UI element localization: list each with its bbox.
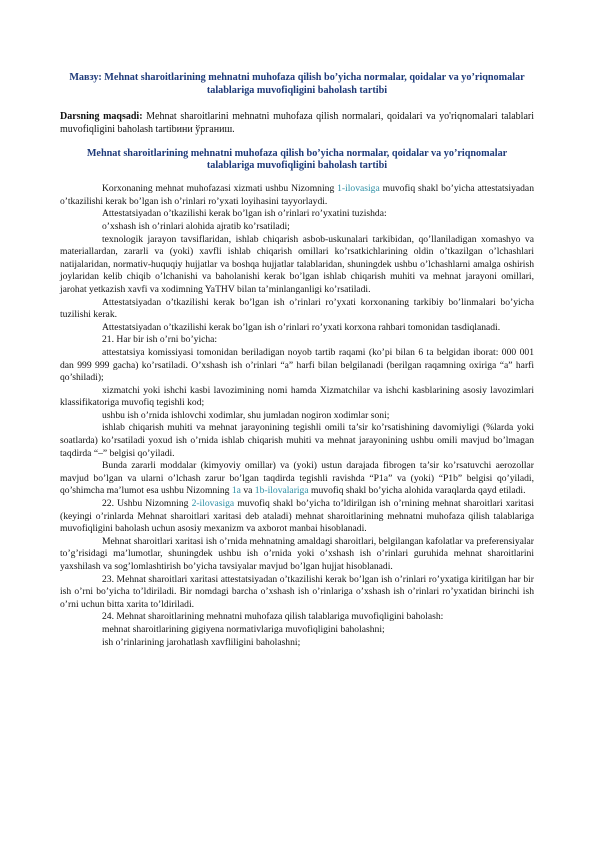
paragraph: Bunda zararli moddalar (kimyoviy omillar) va (yoki) ustun darajada fibrogen ta’sir ko’rsatuvchi aerozollar mavjud bo’lgan va ularni o’lchash zarur bo’lgan taqdirda tegishli ravishda “P1a” va (yoki) “P1b” belgisi qo’yiladi, qo’shimcha ma’lumot esa ushbu Nizomning 1a va 1b-ilovalariga muvofiq shakl bo’yicha alohida varaqlarda qayd etiladi. [60,460,534,497]
paragraph: Mehnat sharoitlari xaritasi ish o’rnida mehnatning amaldagi sharoitlari, belgilangan kafolatlar va preferensiyalar to’g’risidagi ma’lumotlar, shuningdek ushbu ish o’rnida yoki o’xshash ish o’rinlari guruhida mehnat sharoitlarini yaxshilash va sog’lomlashtirish bo’yicha tavsiyalar mavjud bo’lgan hujjat hisoblanadi. [60,535,534,572]
section-title: Mehnat sharoitlarining mehnatni muhofaza qilish bo’yicha normalar, qoidalar va yo’riqnomalar talablariga muvofiqligini baholash tartibi [86,147,508,172]
lesson-purpose-text: Mehnat sharoitlarini mehnatni muhofaza qilish normalari, qoidalari va yo'riqnomalari talablari muvofiqligini baholash tartibини ўрганиш. [60,110,535,135]
appendix-link[interactable]: 1a [231,485,241,497]
paragraph: 22. Ushbu Nizomning 2-ilovasiga muvofiq shakl bo’yicha to’ldirilgan ish o’rnining mehnat sharoitlari xaritasi (keyingi o’rinlarda Mehnat sharoitlari xaritasi deb ataladi) mehnat sharoitlarining mehnatni muhofaza qilish talablariga muvofiqligini baholash uchun asosiy mexanizm va axborot manbai hisoblanadi. [60,498,534,535]
appendix-link[interactable]: 2-ilovasiga [191,498,235,510]
paragraph: Attestatsiyadan o’tkazilishi kerak bo’lgan ish o’rinlari ro’yxati korxona rahbari tomonidan tasdiqlanadi. [102,321,501,333]
paragraph: 24. Mehnat sharoitlarining mehnatni muhofaza qilish talablariga muvofiqligini baholash: [102,611,444,623]
paragraph: attestatsiya komissiyasi tomonidan beriladigan noyob tartib raqami (ko’pi bilan 6 ta belgidan iborat: 000 001 dan 999 999 gacha) ko’rsatiladi. O’xshash ish o’rinlari “a” harfi bilan belgilanadi (berilgan raqamning oxiriga “a” harfi qo’shiladi); [60,346,534,384]
paragraph: 23. Mehnat sharoitlari xaritasi attestatsiyadan o’tkazilishi kerak bo’lgan ish o’rinlari ro’yxatiga kiritilgan har bir ish o’rni bo’yicha to’ldiriladi. Bir nomdagi barcha o’xshash ish o’rinlariga o’xshash ish o’rinlari ro’yxatidan birinchi ish o’rni uchun bitta xarita to’ldiriladi. [60,573,534,610]
paragraph: Attestatsiyadan o’tkazilishi kerak bo’lgan ish o’rinlari ro’yxati korxonaning tarkibiy bo’linmalari bo’yicha tuzilishi kerak. [60,296,534,321]
paragraph: ish o’rinlarining jarohatlash xavfliligini baholashni; [102,636,301,648]
paragraph: o’xshash ish o’rinlari alohida ajratib ko’rsatiladi; [102,220,290,232]
lesson-purpose-label: Darsning maqsadi: [60,110,143,122]
paragraph: ishlab chiqarish muhiti va mehnat jarayonining tegishli omili ta’sir ko’rsatishining davomiyligi (%larda yoki soatlarda) ko’rsatiladi yoxud ish o’rnida ishlab chiqarish muhiti va mehnat jarayonining ushbu omili mavjud bo’lmagan taqdirda “–” belgisi qo’yiladi. [60,422,534,459]
body-text [60,183,534,649]
paragraph: Korxonaning mehnat muhofazasi xizmati ushbu Nizomning 1-ilovasiga muvofiq shakl bo’yicha attestatsiyadan o’tkazilishi kerak bo’lgan ish o’rinlari ro’yxati loyihasini tayyorlaydi. [60,183,534,207]
document-page [60,72,534,649]
appendix-link[interactable]: 1-ilovasiga [337,183,380,195]
page-title: Мавзу: Mehnat sharoitlarining mehnatni muhofaza qilish bo’yicha normalar, qoidalar va yo’riqnomalar talablariga muvofiqligini baholash tartibi [69,72,525,96]
appendix-link[interactable]: 1b-ilovalariga [254,485,309,497]
paragraph: texnologik jarayon tavsiflaridan, ishlab chiqarish asbob-uskunalari tarkibidan, qo’llaniladigan xomashyo va materiallardan, zararli va (yoki) xavfli ishlab chiqarish omillari ko’rsatkichlarining oldin o’tkazilgan o’lchashlari natijalaridan, normativ-huquqiy hujjatlar va boshqa hujjatlar talablaridan, shuningdek ushbu o’lchashlarni amalga oshirish joylaridan kelib chiqib o’lchanishi va baholanishi kerak bo’lgan ishlab chiqarish muhiti va mehnat jarayoni omillari, jarohat yetkazish xavfi va xodimning YaTHV bilan ta’minlanganligi ko’rsatiladi. [60,233,534,295]
paragraph: ushbu ish o’rnida ishlovchi xodimlar, shu jumladan nogiron xodimlar soni; [102,409,390,421]
paragraph: Attestatsiyadan o’tkazilishi kerak bo’lgan ish o’rinlari ro’yxatini tuzishda: [102,208,387,220]
paragraph: 21. Har bir ish o’rni bo’yicha: [102,334,218,346]
paragraph: mehnat sharoitlarining gigiyena normativlariga muvofiqligini baholashni; [102,623,385,635]
lesson-purpose [60,110,534,136]
paragraph: xizmatchi yoki ishchi kasbi lavozimining nomi hamda Xizmatchilar va ishchi kasblarining asosiy lavozimlari klassifikatoriga muvofiq tegishli kod; [60,384,534,409]
